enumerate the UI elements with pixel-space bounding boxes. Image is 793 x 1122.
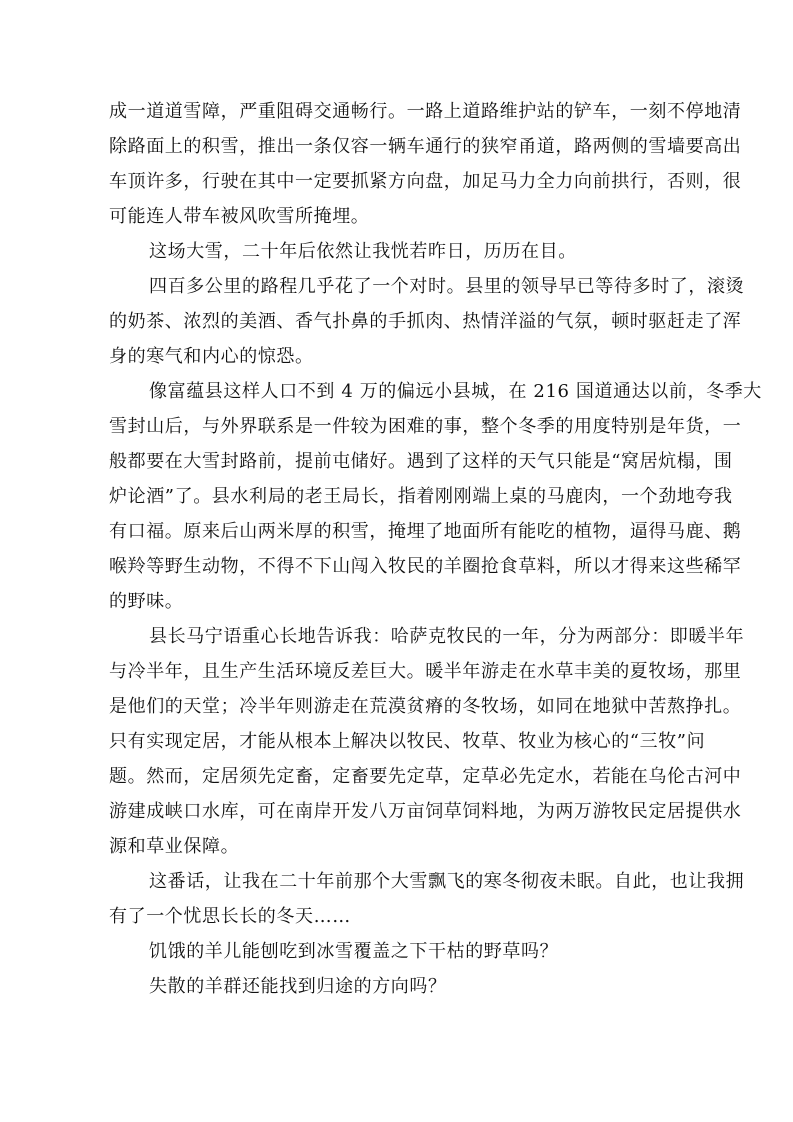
paragraph-line: 有口福。原来后山两米厚的积雪，掩埋了地面所有能吃的植物，逼得马鹿、鹅 xyxy=(109,521,742,542)
paragraph-line: 是他们的天堂；冷半年则游走在荒漠贫瘠的冬牧场，如同在地狱中苦熬挣扎。 xyxy=(109,696,742,717)
paragraph-line: 除路面上的积雪，推出一条仅容一辆车通行的狭窄甬道，路两侧的雪墙要高出 xyxy=(109,136,742,157)
paragraph-line: 般都要在大雪封路前，提前屯储好。遇到了这样的天气只能是“窝居炕榻，围 xyxy=(109,451,733,472)
paragraph-line: 车顶许多，行驶在其中一定要抓紧方向盘，加足马力全力向前拱行，否则，很 xyxy=(109,171,742,192)
paragraph-line: 像富蕴县这样人口不到 4 万的偏远小县城，在 216 国道通达以前，冬季大 xyxy=(149,381,762,402)
paragraph-line: 的野味。 xyxy=(109,591,184,612)
paragraph-line: 成一道道雪障，严重阻碍交通畅行。一路上道路维护站的铲车，一刻不停地清 xyxy=(109,101,742,122)
paragraph-line: 炉论酒”了。县水利局的老王局长，指着刚刚端上桌的马鹿肉，一个劲地夸我 xyxy=(109,486,733,507)
paragraph-line: 源和草业保障。 xyxy=(109,836,240,857)
paragraph-line: 喉羚等野生动物，不得不下山闯入牧民的羊圈抢食草料，所以才得来这些稀罕 xyxy=(109,556,742,577)
paragraph-line: 可能连人带车被风吹雪所掩埋。 xyxy=(109,206,370,227)
paragraph-line: 题。然而，定居须先定畜，定畜要先定草，定草必先定水，若能在乌伦古河中 xyxy=(109,766,742,787)
paragraph-line: 雪封山后，与外界联系是一件较为困难的事，整个冬季的用度特别是年货，一 xyxy=(109,416,742,437)
paragraph-line: 游建成峡口水库，可在南岸开发八万亩饲草饲料地，为两万游牧民定居提供水 xyxy=(109,801,742,822)
paragraph-line: 这番话，让我在二十年前那个大雪飘飞的寒冬彻夜未眠。自此，也让我拥 xyxy=(149,871,745,892)
paragraph-line: 这场大雪，二十年后依然让我恍若昨日，历历在目。 xyxy=(149,241,577,262)
paragraph-line: 身的寒气和内心的惊恐。 xyxy=(109,346,314,367)
paragraph-line: 四百多公里的路程几乎花了一个对时。县里的领导早已等待多时了，滚烫 xyxy=(149,276,745,297)
question-line: 饥饿的羊儿能刨吃到冰雪覆盖之下干枯的野草吗？ xyxy=(149,941,559,962)
paragraph-line: 与冷半年，且生产生活环境反差巨大。暖半年游走在水草丰美的夏牧场，那里 xyxy=(109,661,742,682)
paragraph-line: 只有实现定居，才能从根本上解决以牧民、牧草、牧业为核心的“三牧”问 xyxy=(109,731,706,752)
paragraph-line: 县长马宁语重心长地告诉我：哈萨克牧民的一年，分为两部分：即暖半年 xyxy=(149,626,745,647)
paragraph-line: 的奶茶、浓烈的美酒、香气扑鼻的手抓肉、热情洋溢的气氛，顿时驱赶走了浑 xyxy=(109,311,742,332)
paragraph-line: 有了一个忧思长长的冬天…… xyxy=(109,906,351,927)
question-line: 失散的羊群还能找到归途的方向吗？ xyxy=(149,976,447,997)
